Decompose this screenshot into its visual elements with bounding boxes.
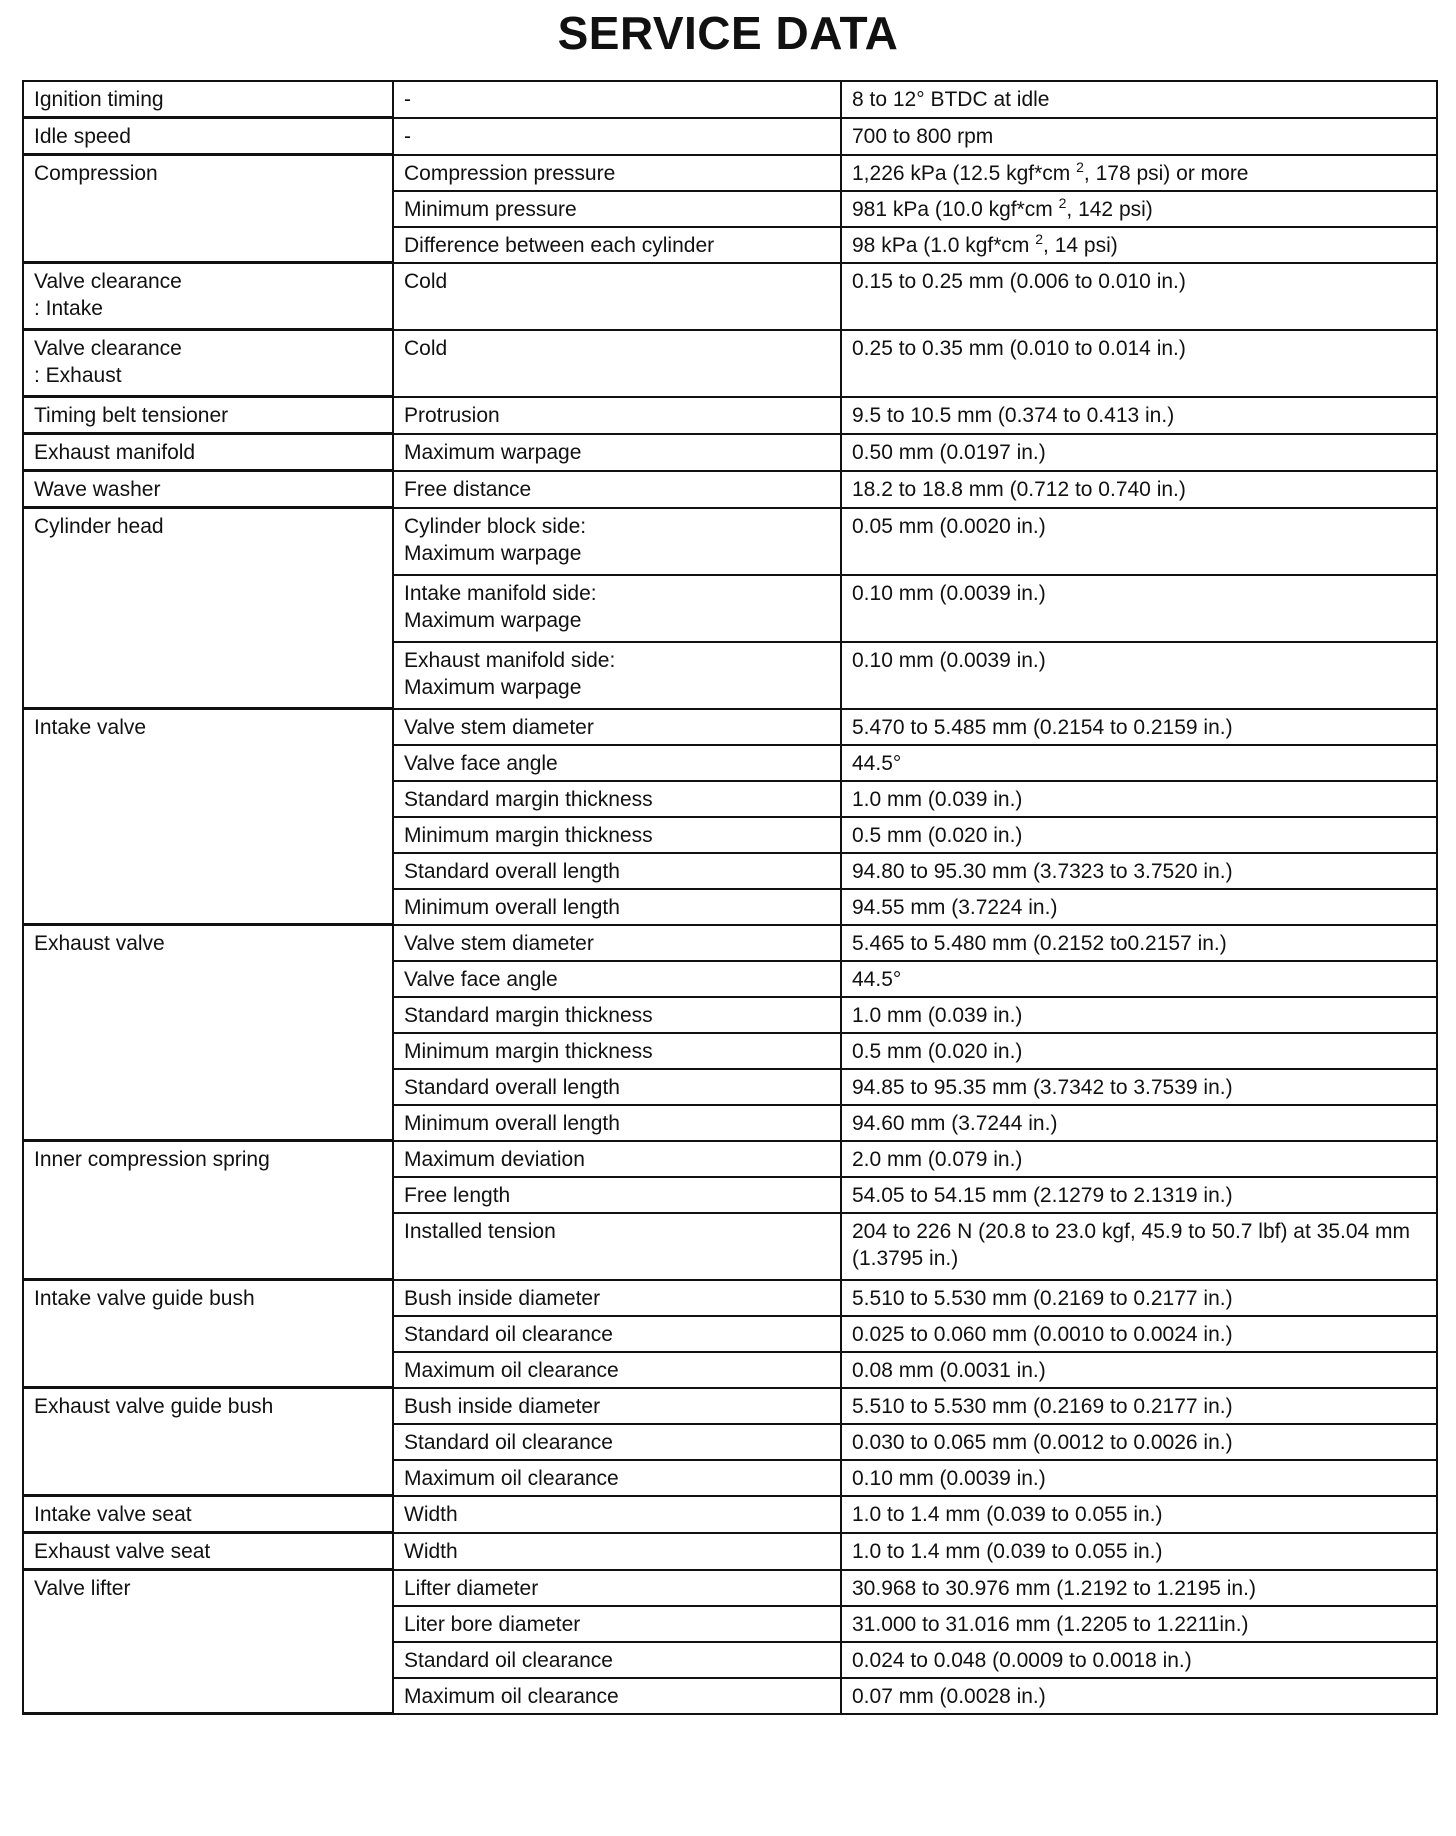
- parameter-cell: Lifter diameter: [393, 1570, 841, 1606]
- value-cell: 30.968 to 30.976 mm (1.2192 to 1.2195 in.): [841, 1570, 1437, 1606]
- parameter-cell: Installed tension: [393, 1213, 841, 1280]
- value-cell: 1.0 to 1.4 mm (0.039 to 0.055 in.): [841, 1496, 1437, 1533]
- value-cell: 0.5 mm (0.020 in.): [841, 817, 1437, 853]
- parameter-cell: Width: [393, 1496, 841, 1533]
- value-cell: 2.0 mm (0.079 in.): [841, 1141, 1437, 1177]
- parameter-cell: -: [393, 118, 841, 155]
- value-cell: 0.07 mm (0.0028 in.): [841, 1678, 1437, 1714]
- parameter-cell: Minimum margin thickness: [393, 1033, 841, 1069]
- value-cell: 94.80 to 95.30 mm (3.7323 to 3.7520 in.): [841, 853, 1437, 889]
- item-cell: Exhaust valve seat: [23, 1533, 393, 1570]
- parameter-cell: Compression pressure: [393, 155, 841, 191]
- table-row: [23, 925, 1437, 961]
- table-row: [23, 471, 1437, 508]
- superscript-exponent: 2: [1058, 194, 1067, 211]
- value-cell: 1.0 mm (0.039 in.): [841, 997, 1437, 1033]
- parameter-cell: Maximum warpage: [393, 434, 841, 471]
- value-cell: 18.2 to 18.8 mm (0.712 to 0.740 in.): [841, 471, 1437, 508]
- parameter-cell: -: [393, 81, 841, 118]
- value-cell: 0.024 to 0.048 (0.0009 to 0.0018 in.): [841, 1642, 1437, 1678]
- parameter-cell: Bush inside diameter: [393, 1280, 841, 1316]
- item-cell: Ignition timing: [23, 81, 393, 118]
- parameter-cell: Standard oil clearance: [393, 1642, 841, 1678]
- parameter-cell: Intake manifold side: Maximum warpage: [393, 575, 841, 642]
- value-cell: 0.5 mm (0.020 in.): [841, 1033, 1437, 1069]
- parameter-cell: Exhaust manifold side: Maximum warpage: [393, 642, 841, 709]
- value-cell: 0.15 to 0.25 mm (0.006 to 0.010 in.): [841, 263, 1437, 330]
- value-cell: 0.25 to 0.35 mm (0.010 to 0.014 in.): [841, 330, 1437, 397]
- superscript-exponent: 2: [1076, 158, 1084, 175]
- value-cell: 0.025 to 0.060 mm (0.0010 to 0.0024 in.): [841, 1316, 1437, 1352]
- parameter-cell: Maximum oil clearance: [393, 1460, 841, 1496]
- value-cell: 1.0 to 1.4 mm (0.039 to 0.055 in.): [841, 1533, 1437, 1570]
- value-cell: 0.10 mm (0.0039 in.): [841, 1460, 1437, 1496]
- item-cell: Wave washer: [23, 471, 393, 508]
- table-row: [23, 330, 1437, 397]
- table-row: [23, 434, 1437, 471]
- parameter-cell: Difference between each cylinder: [393, 227, 841, 263]
- value-cell: 44.5°: [841, 961, 1437, 997]
- parameter-cell: Standard oil clearance: [393, 1316, 841, 1352]
- value-cell: [841, 155, 1437, 191]
- table-row: [23, 263, 1437, 330]
- value-cell: 8 to 12° BTDC at idle: [841, 81, 1437, 118]
- item-cell: Compression: [23, 155, 393, 263]
- item-cell: Cylinder head: [23, 508, 393, 709]
- table-row: [23, 118, 1437, 155]
- value-text: 981 kPa (10.0 kgf*cm: [852, 197, 1059, 221]
- value-cell: 94.55 mm (3.7224 in.): [841, 889, 1437, 925]
- value-cell: 94.60 mm (3.7244 in.): [841, 1105, 1437, 1141]
- parameter-cell: Maximum oil clearance: [393, 1678, 841, 1714]
- table-row: [23, 155, 1437, 191]
- table-row: [23, 1496, 1437, 1533]
- parameter-cell: Standard margin thickness: [393, 781, 841, 817]
- item-cell: Exhaust valve guide bush: [23, 1388, 393, 1496]
- value-cell: 54.05 to 54.15 mm (2.1279 to 2.1319 in.): [841, 1177, 1437, 1213]
- service-data-table: [22, 80, 1438, 1715]
- value-cell: [841, 227, 1437, 263]
- item-cell: Timing belt tensioner: [23, 397, 393, 434]
- value-cell: 0.50 mm (0.0197 in.): [841, 434, 1437, 471]
- item-cell: Valve clearance : Exhaust: [23, 330, 393, 397]
- value-cell: [841, 191, 1437, 227]
- parameter-cell: Valve face angle: [393, 745, 841, 781]
- value-text: , 142 psi): [1066, 197, 1153, 221]
- item-cell: Valve clearance : Intake: [23, 263, 393, 330]
- parameter-cell: Free distance: [393, 471, 841, 508]
- parameter-cell: Standard overall length: [393, 1069, 841, 1105]
- value-cell: 94.85 to 95.35 mm (3.7342 to 3.7539 in.): [841, 1069, 1437, 1105]
- value-text: 1,226 kPa (12.5 kgf*cm: [852, 161, 1077, 185]
- parameter-cell: Cylinder block side: Maximum warpage: [393, 508, 841, 575]
- table-row: [23, 508, 1437, 575]
- value-cell: 5.510 to 5.530 mm (0.2169 to 0.2177 in.): [841, 1388, 1437, 1424]
- parameter-cell: Valve stem diameter: [393, 925, 841, 961]
- parameter-cell: Minimum overall length: [393, 889, 841, 925]
- table-row: [23, 1141, 1437, 1177]
- table-row: [23, 81, 1437, 118]
- value-cell: 700 to 800 rpm: [841, 118, 1437, 155]
- value-cell: 0.030 to 0.065 mm (0.0012 to 0.0026 in.): [841, 1424, 1437, 1460]
- service-data-body: [23, 81, 1437, 1714]
- parameter-cell: Maximum deviation: [393, 1141, 841, 1177]
- item-cell: Valve lifter: [23, 1570, 393, 1714]
- parameter-cell: Bush inside diameter: [393, 1388, 841, 1424]
- item-cell: Idle speed: [23, 118, 393, 155]
- parameter-cell: Maximum oil clearance: [393, 1352, 841, 1388]
- superscript-exponent: 2: [1035, 230, 1044, 247]
- parameter-cell: Cold: [393, 263, 841, 330]
- parameter-cell: Free length: [393, 1177, 841, 1213]
- table-row: [23, 1533, 1437, 1570]
- value-cell: 204 to 226 N (20.8 to 23.0 kgf, 45.9 to 50.7 lbf) at 35.04 mm (1.3795 in.): [841, 1213, 1437, 1280]
- parameter-cell: Standard overall length: [393, 853, 841, 889]
- table-row: [23, 397, 1437, 434]
- table-row: [23, 1570, 1437, 1606]
- item-cell: Intake valve: [23, 709, 393, 925]
- table-row: [23, 1388, 1437, 1424]
- value-cell: 31.000 to 31.016 mm (1.2205 to 1.2211in.): [841, 1606, 1437, 1642]
- item-cell: Inner compression spring: [23, 1141, 393, 1280]
- value-cell: 0.05 mm (0.0020 in.): [841, 508, 1437, 575]
- table-row: [23, 1280, 1437, 1316]
- parameter-cell: Protrusion: [393, 397, 841, 434]
- value-cell: 5.510 to 5.530 mm (0.2169 to 0.2177 in.): [841, 1280, 1437, 1316]
- item-cell: Intake valve guide bush: [23, 1280, 393, 1388]
- item-cell: Intake valve seat: [23, 1496, 393, 1533]
- item-cell: Exhaust valve: [23, 925, 393, 1141]
- parameter-cell: Minimum pressure: [393, 191, 841, 227]
- page-title: SERVICE DATA: [557, 7, 899, 59]
- parameter-cell: Width: [393, 1533, 841, 1570]
- parameter-cell: Valve face angle: [393, 961, 841, 997]
- parameter-cell: Standard oil clearance: [393, 1424, 841, 1460]
- parameter-cell: Minimum margin thickness: [393, 817, 841, 853]
- value-cell: 0.08 mm (0.0031 in.): [841, 1352, 1437, 1388]
- parameter-cell: Valve stem diameter: [393, 709, 841, 745]
- table-row: [23, 709, 1437, 745]
- parameter-cell: Liter bore diameter: [393, 1606, 841, 1642]
- value-cell: 9.5 to 10.5 mm (0.374 to 0.413 in.): [841, 397, 1437, 434]
- value-cell: 0.10 mm (0.0039 in.): [841, 642, 1437, 709]
- value-cell: 44.5°: [841, 745, 1437, 781]
- value-cell: 5.470 to 5.485 mm (0.2154 to 0.2159 in.): [841, 709, 1437, 745]
- value-text: , 14 psi): [1043, 233, 1118, 257]
- value-cell: 1.0 mm (0.039 in.): [841, 781, 1437, 817]
- parameter-cell: Cold: [393, 330, 841, 397]
- parameter-cell: Minimum overall length: [393, 1105, 841, 1141]
- parameter-cell: Standard margin thickness: [393, 997, 841, 1033]
- item-cell: Exhaust manifold: [23, 434, 393, 471]
- value-text: 98 kPa (1.0 kgf*cm: [852, 233, 1036, 257]
- value-cell: 0.10 mm (0.0039 in.): [841, 575, 1437, 642]
- value-text: , 178 psi) or more: [1083, 161, 1249, 185]
- value-cell: 5.465 to 5.480 mm (0.2152 to0.2157 in.): [841, 925, 1437, 961]
